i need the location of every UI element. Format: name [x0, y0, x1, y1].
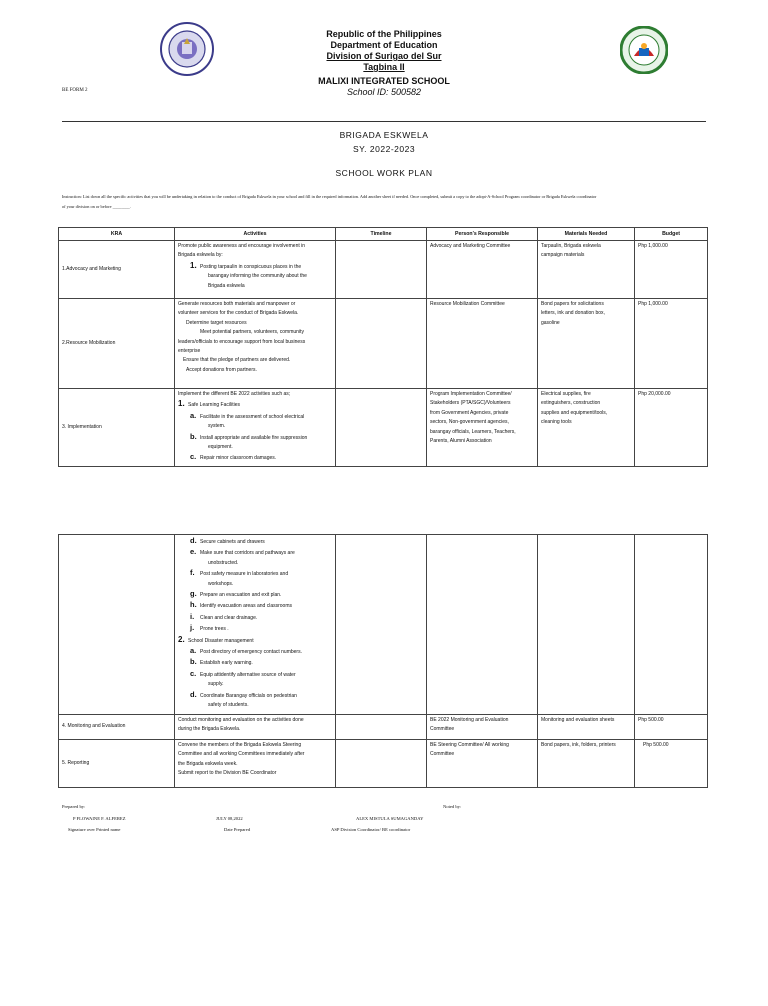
activities-cell: [175, 535, 336, 715]
activity-line: Implement the different BE 2022 activities such as;: [178, 391, 291, 397]
budget-cell: Php 20,000.00: [635, 389, 708, 467]
activity-line: Facilitate in the assessment of school electrical: [200, 413, 305, 420]
timeline-cell: [336, 535, 427, 715]
list-letter: a.: [190, 410, 197, 420]
kra-cell: [59, 535, 175, 715]
activity-line: during the Brigada Eskwela.: [178, 726, 241, 733]
list-letter: d.: [190, 689, 197, 699]
list-letter: f.: [190, 568, 195, 578]
activities-cell: [175, 715, 336, 740]
timeline-cell: [336, 715, 427, 740]
persons-cell: [427, 740, 538, 788]
activity-line: Brigada eskwela: [208, 282, 245, 289]
activity-line: Determine target resources: [186, 319, 247, 326]
noted-by-label: Noted by:: [443, 804, 462, 809]
list-letter: b.: [190, 657, 197, 667]
materials-line: gasoline: [541, 319, 560, 326]
materials-cell: [538, 299, 635, 389]
noter-title: ASP Division Coordinator/ BE coordinator: [331, 827, 411, 832]
col-header-timeline: Timeline: [336, 228, 427, 241]
prepared-by-label: Prepared by:: [62, 804, 86, 809]
activity-line: Install appropriate and available fire suppression: [200, 434, 308, 441]
activity-line: Ensure that the pledge of partners are delivered.: [183, 357, 291, 364]
list-letter: g.: [190, 589, 197, 599]
col-header-kra: KRA: [59, 228, 175, 241]
deped-seal-logo: [160, 22, 214, 76]
col-header-budget: Budget: [635, 228, 708, 241]
materials-cell: Bond papers, ink, folders, printers: [538, 740, 635, 788]
timeline-cell: [336, 740, 427, 788]
activity-line: workshops.: [208, 580, 234, 587]
persons-cell: [427, 389, 538, 467]
header-school-id: School ID: 500582: [346, 87, 422, 97]
list-number: 1.: [178, 399, 185, 409]
kra-cell: 4. Monitoring and Evaluation: [59, 715, 175, 740]
activity-line: Promote public awareness and encourage involvement in: [178, 243, 306, 249]
col-header-persons: Person's Responsible: [427, 228, 538, 241]
signature-label: Signature over Printed name: [68, 827, 121, 832]
title-school-year: SY. 2022-2023: [352, 144, 416, 154]
materials-line: Bond papers for solicitations: [541, 301, 604, 307]
timeline-cell: [336, 389, 427, 467]
budget-cell: Php 1,000.00: [635, 241, 708, 299]
list-letter: d.: [190, 536, 197, 545]
table-row: [59, 389, 708, 467]
header-district: Tagbina II: [363, 62, 405, 72]
persons-line: BE Steering Committee/ All working: [430, 742, 509, 748]
activity-line: School Disaster management: [188, 637, 254, 644]
persons-line: Program Implementation Committee/: [430, 391, 512, 397]
kra-cell: 2.Resource Mobilization: [59, 299, 175, 389]
date-prepared-label: Date Prepared: [224, 827, 251, 832]
materials-line: cleaning tools: [541, 419, 572, 426]
work-plan-table-page2: [58, 534, 708, 788]
table-row: [59, 241, 708, 299]
activity-line: Equip attidentify alternative source of water: [200, 671, 296, 678]
budget-cell: Php 1,000.00: [635, 299, 708, 389]
header-republic: Republic of the Philippines: [326, 29, 442, 39]
list-letter: c.: [190, 668, 197, 678]
activity-line: Safe Learning Facilities: [188, 402, 240, 409]
persons-line: Parents, Alumni Association: [430, 438, 492, 445]
activity-line: safety of students.: [208, 702, 249, 709]
list-letter: a.: [190, 646, 197, 656]
activity-line: Establish early warning.: [200, 660, 253, 667]
materials-line: campaign materials: [541, 252, 585, 259]
persons-cell: Resource Mobilization Committee: [427, 299, 538, 389]
header-divider: [62, 121, 706, 122]
activity-line: Accept donations from partners.: [186, 366, 257, 373]
materials-line: Electrical supplies, fire: [541, 391, 591, 397]
list-number: 1.: [190, 260, 197, 270]
activity-line: volunteer services for the conduct of Brigada Eskwela.: [178, 310, 299, 317]
activity-line: Brigada eskwela by:: [178, 252, 223, 259]
activity-line: Conduct monitoring and evaluation on the activities done: [178, 717, 304, 723]
persons-line: Committee: [430, 751, 455, 758]
persons-line: BE 2022 Monitoring and Evaluation: [430, 717, 509, 723]
materials-cell: Monitoring and evaluation sheets: [538, 715, 635, 740]
materials-line: supplies and equipment/tools,: [541, 409, 608, 416]
materials-line: extinguishers, construction: [541, 400, 601, 407]
activity-line: Post safety measure in laboratories and: [200, 571, 289, 578]
materials-cell: [538, 241, 635, 299]
activity-line: supply.: [208, 681, 224, 688]
activity-line: Posting tarpaulin in conspicuous places in the: [200, 263, 302, 270]
activities-cell: [175, 740, 336, 788]
persons-line: sectors, Non-government agencies,: [430, 419, 509, 426]
date-prepared-value: JULY 08,2022: [216, 816, 243, 821]
budget-cell: [635, 535, 708, 715]
activity-line: system.: [208, 423, 226, 430]
list-letter: c.: [190, 452, 197, 462]
noter-name: ALEX MISTULA SUMAGANDAY: [356, 816, 424, 821]
activity-line: Secure cabinets and drawers: [200, 539, 265, 545]
persons-line: barangay officials, Learners, Teachers,: [430, 428, 516, 435]
activity-line: leaders/officials to encourage support from local business: [178, 338, 306, 345]
timeline-cell: [336, 299, 427, 389]
activity-line: enterprise: [178, 348, 201, 355]
activity-line: Repair minor classroom damages.: [200, 455, 277, 462]
table-header-row: [59, 228, 708, 241]
list-letter: h.: [190, 600, 197, 610]
activity-line: Submit report to the Division BE Coordinator: [178, 770, 277, 777]
activity-line: barangay informing the community about the: [208, 273, 307, 280]
title-work-plan: SCHOOL WORK PLAN: [335, 168, 433, 178]
work-plan-table-page1: [58, 227, 708, 467]
activities-cell: [175, 389, 336, 467]
activity-line: Prone trees .: [200, 626, 229, 633]
activity-line: Make sure that corridors and pathways are: [200, 550, 295, 557]
activities-cell: [175, 241, 336, 299]
activity-line: the Brigada eskwela week.: [178, 760, 238, 767]
kra-cell: 3. Implementation: [59, 389, 175, 467]
instruction-text: Instruction: List down all the specific activities that you will be undertaking in relation to the conduct of Brigada Eskwela in your school and fill in the required information. Add another sheet if needed. Once completed, submit a copy to the adopt-A-School Program coordinator or Brigada Eskwela coordinator: [62, 194, 597, 199]
materials-line: Tarpaulin, Brigada eskwela: [541, 243, 601, 249]
activity-line: Identify evacuation areas and classrooms: [200, 603, 292, 610]
kra-cell: 1.Advocacy and Marketing: [59, 241, 175, 299]
header-department: Department of Education: [330, 40, 438, 50]
activity-line: Committee and all working Committees immediately after: [178, 751, 305, 758]
materials-cell: [538, 535, 635, 715]
table-row: [59, 299, 708, 389]
timeline-cell: [336, 241, 427, 299]
table-row: [59, 740, 708, 788]
list-letter: i.: [190, 611, 195, 621]
table-row: [59, 715, 708, 740]
activity-line: Generate resources both materials and manpower or: [178, 301, 296, 307]
persons-line: from Government Agencies, private: [430, 409, 509, 416]
header-division: Division of Surigao del Sur: [326, 51, 442, 61]
list-letter: e.: [190, 547, 197, 557]
activity-line: Meet potential partners, volunteers, community: [200, 329, 304, 336]
list-letter: b.: [190, 431, 197, 441]
activity-line: Clean and clear drainage.: [200, 614, 258, 621]
kra-cell: 5. Reporting: [59, 740, 175, 788]
persons-cell: [427, 535, 538, 715]
persons-line: Stakeholders (PTA/SGC)/Volunteers: [430, 400, 511, 407]
budget-cell: Php 500.00: [635, 715, 708, 740]
activity-line: equipment.: [208, 444, 233, 451]
school-seal-logo: [620, 26, 668, 74]
persons-cell: Advocacy and Marketing Committee: [427, 241, 538, 299]
list-letter: j.: [190, 623, 195, 633]
activity-line: Prepare an evacuation and exit plan.: [200, 592, 282, 599]
activity-line: Coordinate Barangay officials on pedestrian: [200, 692, 297, 699]
table-row: [59, 535, 708, 715]
list-number: 2.: [178, 634, 185, 644]
form-code: BE FORM 2: [62, 88, 88, 93]
persons-line: Committee: [430, 726, 455, 733]
activity-line: unobstructed.: [208, 559, 239, 566]
budget-cell: Php 500.00: [635, 740, 708, 788]
persons-cell: [427, 715, 538, 740]
activity-line: Post directory of emergency contact numbers.: [200, 649, 302, 656]
col-header-materials: Materials Needed: [538, 228, 635, 241]
header-school-name: MALIXI INTEGRATED SCHOOL: [318, 76, 450, 86]
col-header-activities: Activities: [175, 228, 336, 241]
activities-cell: [175, 299, 336, 389]
materials-line: letters, ink and donation box,: [541, 310, 605, 317]
instruction-deadline: of your division on or before ________.: [62, 204, 131, 209]
activity-line: Convene the members of the Brigada Eskwela Steering: [178, 742, 302, 748]
materials-cell: [538, 389, 635, 467]
title-brigada: BRIGADA ESKWELA: [339, 130, 429, 140]
preparer-name: P FLOWAINE F. ALFEREZ: [73, 816, 126, 821]
